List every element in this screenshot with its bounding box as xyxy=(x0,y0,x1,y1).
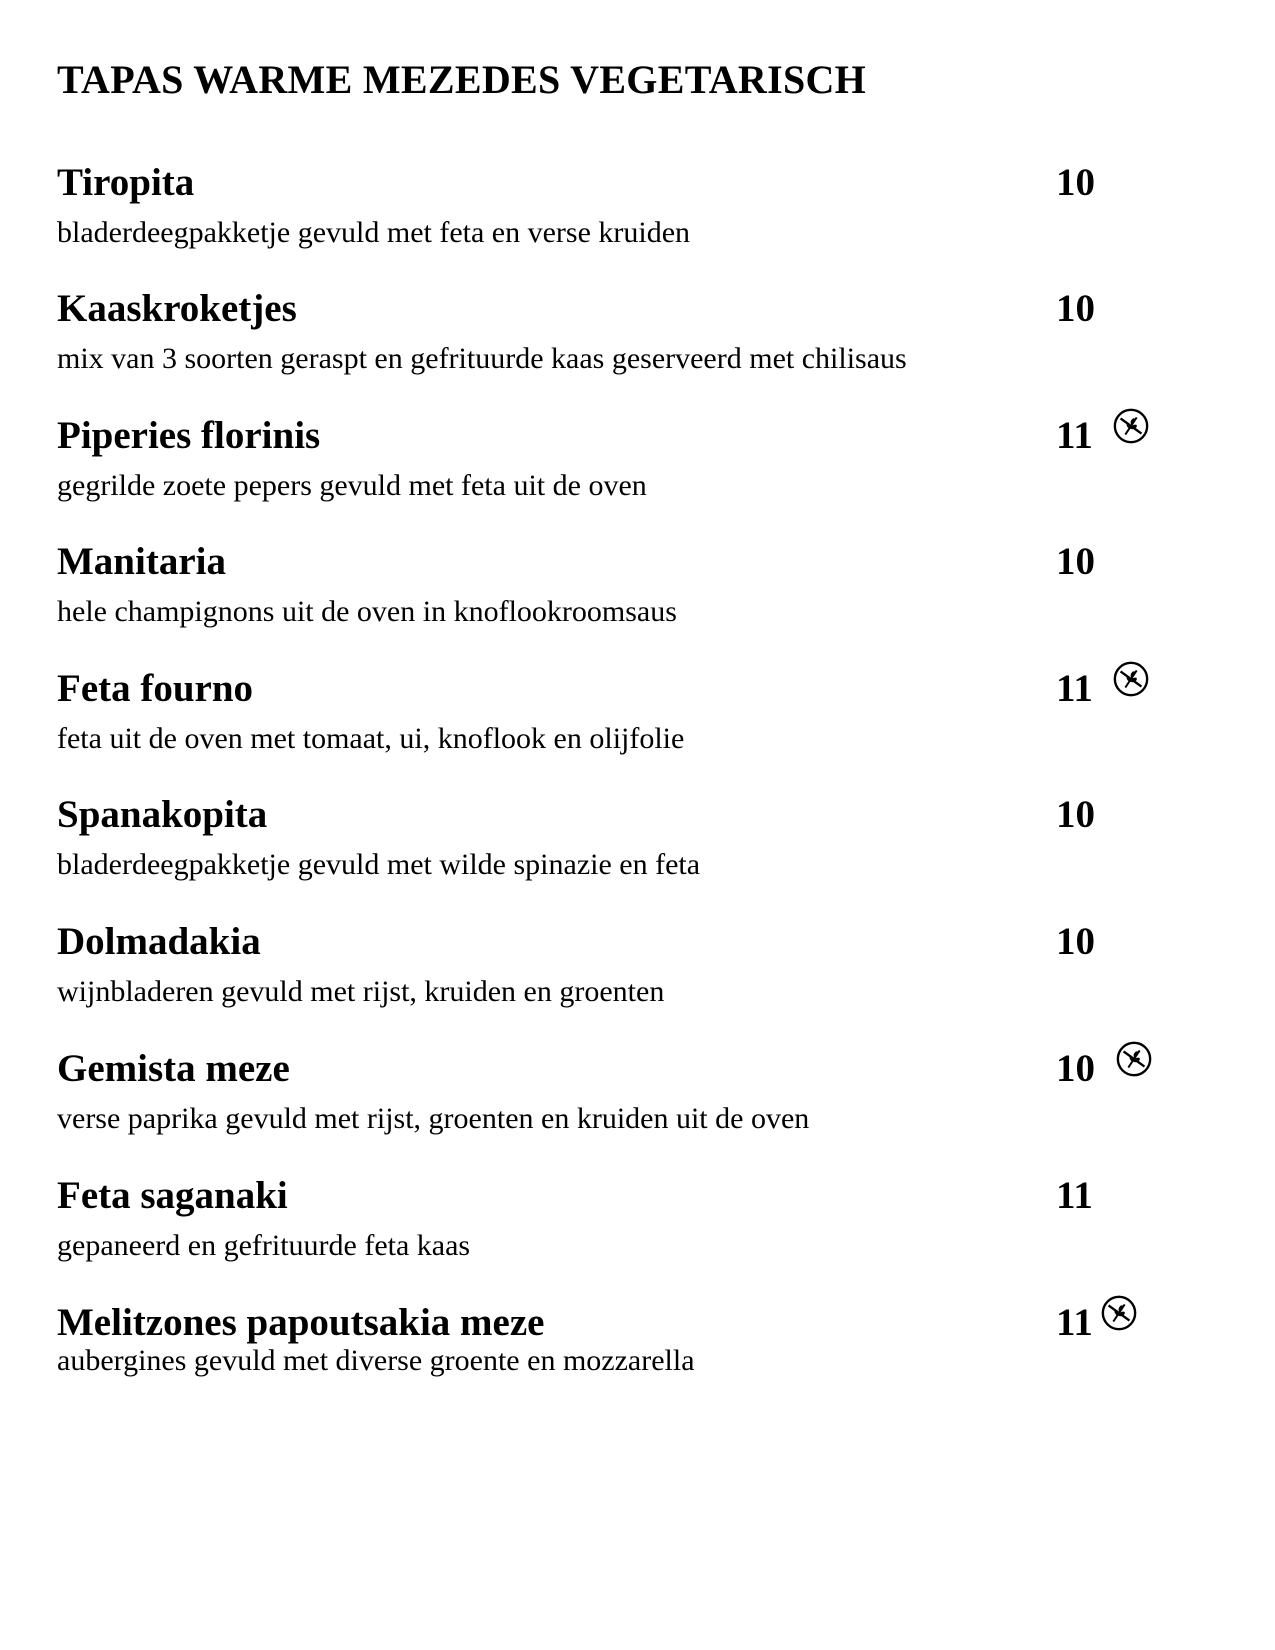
item-description: verse paprika gevuld met rijst, groenten en kruiden uit de oven xyxy=(57,1102,810,1135)
item-description: feta uit de oven met tomaat, ui, knoflook en olijfolie xyxy=(57,722,685,755)
menu-item xyxy=(57,792,1207,902)
menu-item xyxy=(57,286,1207,396)
item-price: 10 xyxy=(1056,1047,1095,1090)
item-price: 11 xyxy=(1056,1301,1093,1344)
item-price: 10 xyxy=(1056,540,1095,583)
item-description: gegrilde zoete pepers gevuld met feta uit de oven xyxy=(57,469,647,502)
item-name: Tiropita xyxy=(57,161,195,204)
item-name: Gemista meze xyxy=(57,1047,290,1090)
menu-item xyxy=(57,1300,1207,1410)
item-description: aubergines gevuld met diverse groente en mozzarella xyxy=(57,1344,695,1377)
item-name: Dolmadakia xyxy=(57,920,261,963)
item-price: 10 xyxy=(1056,920,1095,963)
menu-item xyxy=(57,666,1207,776)
item-name: Feta saganaki xyxy=(57,1174,288,1217)
item-name: Piperies florinis xyxy=(57,414,321,457)
menu-item xyxy=(57,919,1207,1029)
menu-item xyxy=(57,1173,1207,1283)
gluten-free-icon xyxy=(1100,1294,1138,1332)
item-price: 11 xyxy=(1056,1174,1093,1217)
item-price: 10 xyxy=(1056,287,1095,330)
item-price: 10 xyxy=(1056,161,1095,204)
item-description: bladerdeegpakketje gevuld met feta en verse kruiden xyxy=(57,216,691,249)
gluten-free-icon xyxy=(1115,1040,1153,1078)
item-name: Spanakopita xyxy=(57,793,268,836)
item-description: gepaneerd en gefrituurde feta kaas xyxy=(57,1229,471,1262)
item-price: 10 xyxy=(1056,793,1095,836)
item-price: 11 xyxy=(1056,667,1093,710)
item-name: Kaaskroketjes xyxy=(57,287,297,330)
item-name: Manitaria xyxy=(57,540,226,583)
item-price: 11 xyxy=(1056,414,1093,457)
item-name: Feta fourno xyxy=(57,667,254,710)
item-name: Melitzones papoutsakia meze xyxy=(57,1301,545,1344)
menu-item xyxy=(57,160,1207,270)
item-description: wijnbladeren gevuld met rijst, kruiden en groenten xyxy=(57,975,665,1008)
item-description: hele champignons uit de oven in knoflookroomsaus xyxy=(57,595,677,628)
menu-item xyxy=(57,413,1207,523)
section-heading: TAPAS WARME MEZEDES VEGETARISCH xyxy=(57,57,867,102)
gluten-free-icon xyxy=(1112,407,1150,445)
menu-item xyxy=(57,539,1207,649)
gluten-free-icon xyxy=(1112,660,1150,698)
menu-item xyxy=(57,1046,1207,1156)
item-description: mix van 3 soorten geraspt en gefrituurde kaas geserveerd met chilisaus xyxy=(57,342,907,375)
item-description: bladerdeegpakketje gevuld met wilde spinazie en feta xyxy=(57,848,701,881)
